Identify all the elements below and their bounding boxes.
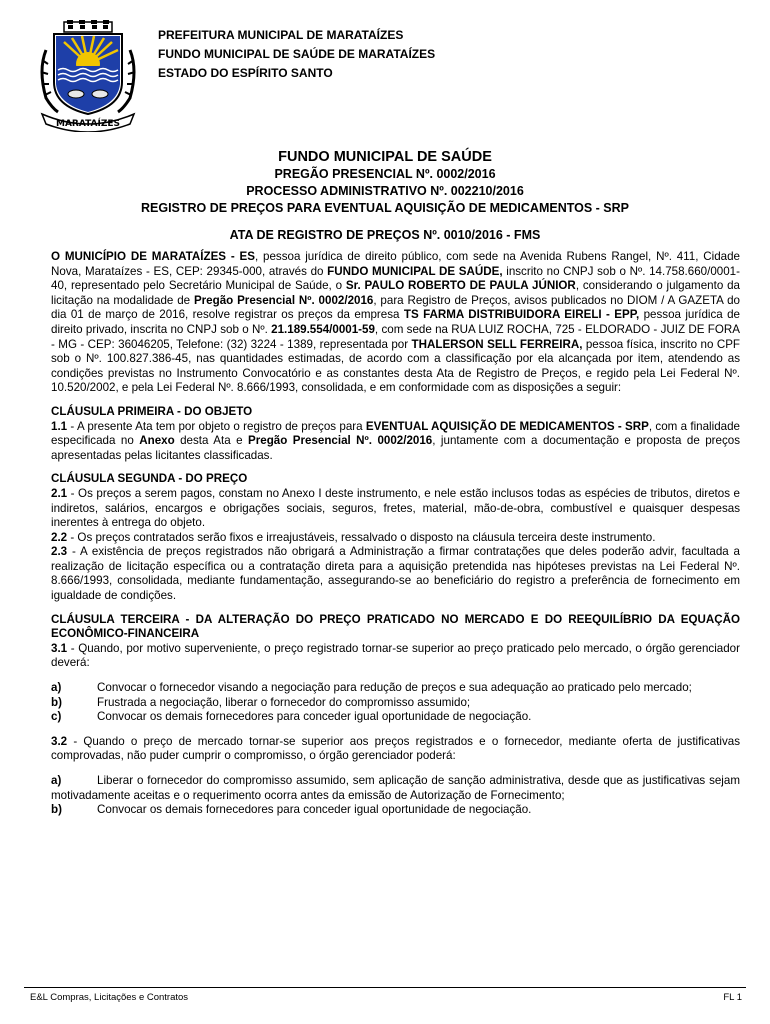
clause-3-2-items	[51, 774, 740, 818]
clause-2-1: 2.1 - Os preços a serem pagos, constam no Anexo I deste instrumento, e nele estão inclusos todas as espécies de tributos, diretos e indiretos, salários, encargos e obrigações sociais, seguros, fretes, material, mão-de-obra, combustível e quaisquer despesas inerentes à entrega do objeto.	[51, 486, 740, 530]
clause-3-1-items	[51, 681, 740, 725]
title-fundo: FUNDO MUNICIPAL DE SAÚDE	[278, 149, 492, 165]
document-titles	[0, 148, 770, 244]
letterhead-fundo: FUNDO MUNICIPAL DE SAÚDE DE MARATAÍZES	[158, 47, 436, 61]
list-item: b) Frustrada a negociação, liberar o fornecedor do compromisso assumido;	[51, 695, 471, 709]
clause-3-heading: CLÁUSULA TERCEIRA - DA ALTERAÇÃO DO PREÇO PRATICADO NO MERCADO E DO REEQUILÍBRIO DA EQUAÇÃO ECONÔMICO-FINANCEIRA	[51, 612, 740, 641]
title-ata: ATA DE REGISTRO DE PREÇOS Nº. 0010/2016 - FMS	[229, 228, 541, 242]
municipal-crest-logo	[36, 20, 140, 132]
letterhead-estado: ESTADO DO ESPÍRITO SANTO	[158, 66, 333, 80]
svg-text:MARATAÍZES: MARATAÍZES	[55, 119, 121, 129]
footer-divider	[24, 987, 746, 988]
footer-page-number: FL 1	[723, 992, 742, 1003]
clause-2-2: 2.2 - Os preços contratados serão fixos e irreajustáveis, ressalvado o disposto na cláusula terceira deste instrumento.	[51, 530, 656, 544]
document-body	[51, 250, 740, 818]
footer-company: E&L Compras, Licitações e Contratos	[30, 992, 189, 1003]
clause-2-heading: CLÁUSULA SEGUNDA - DO PREÇO	[51, 472, 248, 486]
title-registro: REGISTRO DE PREÇOS PARA EVENTUAL AQUISIÇÃO DE MEDICAMENTOS - SRP	[140, 201, 629, 215]
list-item: a) Convocar o fornecedor visando a negociação para redução de preços e sua adequação ao praticado pelo mercado;	[51, 681, 692, 695]
list-item: a) Liberar o fornecedor do compromisso assumido, sem aplicação de sanção administrativa, desde que as justificativas sejam motivadamente aceitas e o requerimento ocorra antes da emissão de Autorização de Fornecimento;	[51, 774, 740, 802]
title-processo: PROCESSO ADMINISTRATIVO Nº. 002210/2016	[246, 184, 524, 198]
list-item: c) Convocar os demais fornecedores para conceder igual oportunidade de negociação.	[51, 710, 532, 724]
letterhead-prefeitura: PREFEITURA MUNICIPAL DE MARATAÍZES	[158, 28, 404, 42]
clause-2-3: 2.3 - A existência de preços registrados não obrigará a Administração a firmar contratações que deles poderão advir, facultada a realização de licitação específica ou a contratação direta para a aquisição pretendida nas hipóteses previstas na Lei Federal Nº. 8.666/1993, consolidada, mediante fundamentação, assegurando-se ao beneficiário do registro a preferência de fornecimento em igualdade de condições.	[51, 545, 740, 603]
title-pregao: PREGÃO PRESENCIAL Nº. 0002/2016	[274, 167, 496, 181]
list-item: b) Convocar os demais fornecedores para conceder igual oportunidade de negociação.	[51, 803, 532, 817]
intro-paragraph: O MUNICÍPIO DE MARATAÍZES - ES, pessoa jurídica de direito público, com sede na Avenida Rubens Rangel, Nº. 411, Cidade Nova, Marataízes - ES, CEP: 29345-000, através do FUNDO MUNICIPAL DE SAÚDE, inscrito no CNPJ sob o Nº. 14.758.660/0001-40, representado pelo Secretário Municipal de Saúde, o Sr. PAULO ROBERTO DE PAULA JÚNIOR, considerando o julgamento da licitação na modalidade de Pregão Presencial Nº. 0002/2016, para Registro de Preços, avisos publicados no DIOM / A GAZETA do dia 01 de março de 2016, resolve registrar os preços da empresa TS FARMA DISTRIBUIDORA EIRELI - EPP, pessoa jurídica de direito privado, inscrita no CNPJ sob o Nº. 21.189.554/0001-59, com sede na RUA LUIZ ROCHA, 725 - ELDORADO - JUIZ DE FORA - MG - CEP: 36046205, Telefone: (32) 3224 - 1389, representada por THALERSON SELL FERREIRA, pessoa física, inscrito no CPF sob o Nº. 100.827.386-45, nas quantidades estimadas, de acordo com a classificação por ela alcançada por item, atendendo as condições previstas no Instrumento Convocatório e as constantes desta Ata de Registro de Preços, e regido pela Lei Federal Nº. 10.520/2002, e pela Lei Federal Nº. 8.666/1993, consolidada, e em conformidade com as disposições a seguir:	[51, 250, 741, 395]
clause-3-1: 3.1 - Quando, por motivo superveniente, o preço registrado tornar-se superior ao preço praticado pelo mercado, o órgão gerenciador deverá:	[51, 641, 740, 670]
clause-1-heading: CLÁUSULA PRIMEIRA - DO OBJETO	[51, 404, 253, 418]
clause-3-2: 3.2 - Quando o preço de mercado tornar-se superior aos preços registrados e o fornecedor, mediante oferta de justificativas comprovadas, não puder cumprir o compromisso, o órgão gerenciador poderá:	[51, 734, 740, 763]
clause-1-1: 1.1 - A presente Ata tem por objeto o registro de preços para EVENTUAL AQUISIÇÃO DE MEDICAMENTOS - SRP, com a finalidade especificada no Anexo desta Ata e Pregão Presencial Nº. 0002/2016, juntamente com a documentação e proposta de preços apresentadas pelas licitantes classificadas.	[51, 419, 741, 462]
letterhead	[158, 26, 435, 83]
